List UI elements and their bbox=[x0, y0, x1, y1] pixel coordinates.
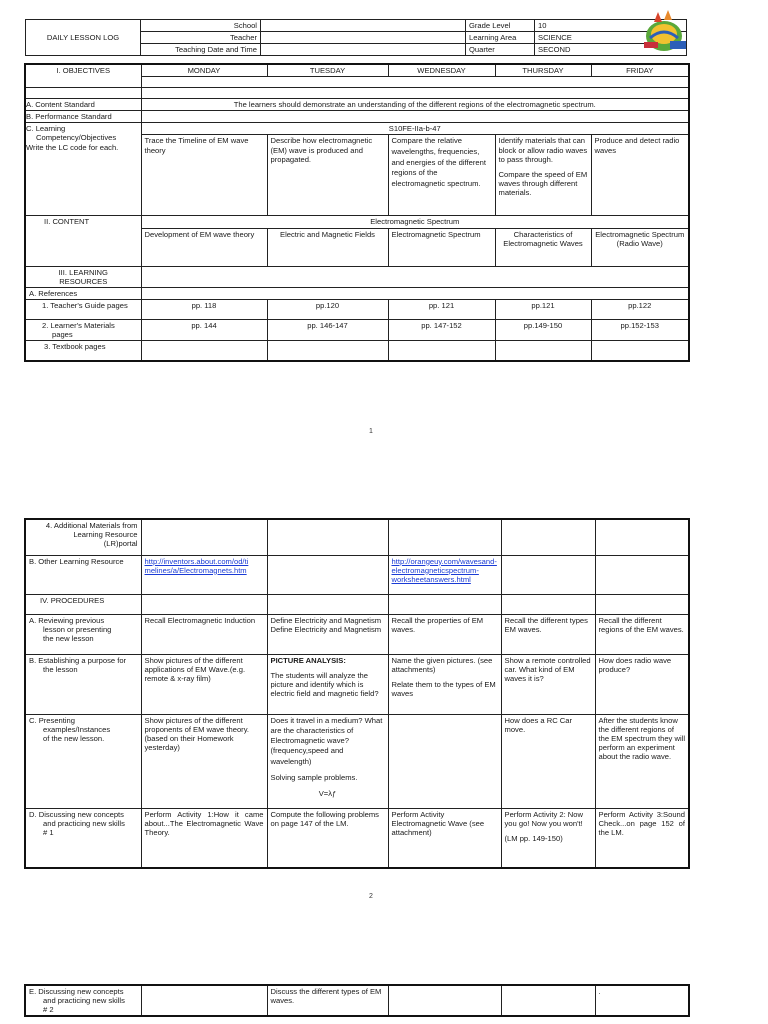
proc-d-wednesday: Perform Activity Electromagnetic Wave (see attachment) bbox=[388, 808, 501, 868]
proc-c-label-1: C. Presenting bbox=[29, 715, 76, 725]
lm-thursday: pp.149-150 bbox=[495, 319, 591, 340]
objective-friday: Produce and detect radio waves bbox=[591, 135, 689, 216]
proc-b-wednesday-2: Relate them to the types of EM waves bbox=[391, 679, 496, 698]
proc-b-wednesday-1: Name the given pictures. (see attachments) bbox=[391, 655, 493, 674]
procedures-blank-thu bbox=[501, 594, 595, 614]
objective-thursday: Identify materials that can block or allow radio waves to pass through. bbox=[498, 136, 588, 164]
header-table bbox=[25, 19, 687, 56]
additional-thursday bbox=[501, 519, 595, 555]
content-tuesday: Electric and Magnetic Fields bbox=[267, 228, 388, 266]
additional-tuesday bbox=[267, 519, 388, 555]
procedures-blank-fri bbox=[595, 594, 689, 614]
competency-label-1: C. Learning bbox=[26, 124, 66, 134]
tg-tuesday: pp.120 bbox=[267, 299, 388, 319]
page-number-1: 1 bbox=[369, 428, 373, 435]
proc-b-tuesday-body: The students will analyze the picture and identify which is electric field and magnetic field? bbox=[270, 670, 379, 698]
lesson-table-page2 bbox=[24, 518, 690, 869]
quarter-value: SECOND bbox=[535, 44, 687, 56]
resources-heading-2: RESOURCES bbox=[59, 276, 108, 286]
proc-a-label-2: lesson or presenting bbox=[43, 624, 112, 634]
proc-e-tuesday: Discuss the different types of EM waves. bbox=[267, 985, 388, 1016]
proc-b-label-2: the lesson bbox=[43, 664, 78, 674]
textbook-friday bbox=[591, 341, 689, 361]
other-tuesday bbox=[267, 555, 388, 594]
proc-a-label-3: the new lesson bbox=[43, 633, 94, 643]
textbook-wednesday bbox=[388, 341, 495, 361]
proc-d-thursday-1: Perform Activity 2: Now you go! Now you won't! bbox=[504, 809, 583, 828]
area-value: SCIENCE bbox=[535, 32, 687, 44]
objective-wednesday: Compare the relative wavelengths, frequencies, and energies of the different regions of the electromagnetic spectrum. bbox=[388, 135, 495, 216]
proc-c-friday: After the students know the different regions of the EM spectrum they will perform an experiment about the radio wave. bbox=[595, 714, 689, 808]
proc-d-thursday-2: (LM pp. 149-150) bbox=[504, 833, 563, 843]
day-wednesday: WEDNESDAY bbox=[388, 64, 495, 77]
blank-label bbox=[25, 88, 141, 99]
proc-e-wednesday bbox=[388, 985, 501, 1016]
proc-a-thursday: Recall the different types EM waves. bbox=[501, 614, 595, 654]
quarter-label: Quarter bbox=[466, 44, 535, 56]
date-value bbox=[261, 44, 466, 56]
lc-code: S10FE-IIa-b-47 bbox=[141, 123, 689, 135]
objectives-blank-row bbox=[141, 77, 689, 88]
content-topic: Electromagnetic Spectrum bbox=[141, 216, 689, 228]
objective-thursday-extra: Compare the speed of EM waves through different materials. bbox=[498, 169, 588, 197]
proc-a-tuesday: Define Electricity and Magnetism Define Electricity and Magnetism bbox=[267, 614, 388, 654]
proc-e-label-1: E. Discussing new concepts bbox=[29, 987, 124, 996]
proc-e-friday: . bbox=[595, 985, 689, 1016]
proc-b-monday: Show pictures of the different applications of EM Wave.(e.g. remote & x-ray film) bbox=[141, 654, 267, 714]
additional-label-1: 4. Additional Materials from bbox=[45, 521, 138, 530]
resources-blank bbox=[141, 266, 689, 287]
day-tuesday: TUESDAY bbox=[267, 64, 388, 77]
proc-c-tuesday-2: Solving sample problems. bbox=[270, 772, 358, 782]
content-standard-text: The learners should demonstrate an understanding of the different regions of the electromagnetic spectrum. bbox=[141, 99, 689, 111]
teacher-value bbox=[261, 32, 466, 44]
objective-monday: Trace the Timeline of EM wave theory bbox=[141, 135, 267, 216]
performance-standard-label: B. Performance Standard bbox=[25, 111, 141, 123]
proc-d-label-2: and practicing new skills bbox=[43, 818, 125, 828]
tg-thursday: pp.121 bbox=[495, 299, 591, 319]
proc-e-monday bbox=[141, 985, 267, 1016]
additional-label-3: (LR)portal bbox=[103, 539, 138, 549]
procedures-blank-tue bbox=[267, 594, 388, 614]
procedures-blank-wed bbox=[388, 594, 501, 614]
proc-d-tuesday: Compute the following problems on page 147 of the LM. bbox=[267, 808, 388, 868]
proc-e-thursday bbox=[501, 985, 595, 1016]
proc-b-thursday: Show a remote controlled car. What kind of EM waves it is? bbox=[501, 654, 595, 714]
competency-label-3: Write the LC code for each. bbox=[26, 142, 119, 152]
content-monday: Development of EM wave theory bbox=[141, 228, 267, 266]
proc-d-label-1: D. Discussing new concepts bbox=[29, 809, 124, 819]
textbook-tuesday bbox=[267, 341, 388, 361]
proc-c-tuesday-formula: V=λƒ bbox=[318, 789, 337, 798]
proc-d-friday: Perform Activity 3:Sound Check...on page 152 of the LM. bbox=[595, 808, 689, 868]
content-friday: Electromagnetic Spectrum (Radio Wave) bbox=[591, 228, 689, 266]
content-standard-label: A. Content Standard bbox=[25, 99, 141, 111]
proc-a-wednesday: Recall the properties of EM waves. bbox=[388, 614, 501, 654]
performance-standard-text bbox=[141, 111, 689, 123]
proc-b-label-1: B. Establishing a purpose for bbox=[29, 655, 127, 665]
school-label: School bbox=[141, 20, 261, 32]
additional-friday bbox=[595, 519, 689, 555]
school-value bbox=[261, 20, 466, 32]
other-resource-label: B. Other Learning Resource bbox=[25, 555, 141, 594]
references-label: A. References bbox=[25, 287, 141, 299]
other-friday bbox=[595, 555, 689, 594]
textbook-monday bbox=[141, 341, 267, 361]
other-resource-link-wednesday[interactable]: http://orangeuy.com/wavesand- bbox=[391, 556, 497, 566]
proc-d-monday: Perform Activity 1:How it came about...The Electromagnetic Wave Theory. bbox=[141, 808, 267, 868]
additional-label-2: Learning Resource bbox=[73, 530, 138, 540]
proc-e-label-2: and practicing new skills bbox=[43, 996, 125, 1006]
other-resource-link-wednesday-cont[interactable]: electromagneticspectrum- bbox=[391, 565, 479, 575]
proc-a-label-1: A. Reviewing previous bbox=[29, 615, 105, 625]
proc-b-tuesday-title: PICTURE ANALYSIS: bbox=[270, 655, 346, 665]
area-label: Learning Area bbox=[466, 32, 535, 44]
teacher-label: Teacher bbox=[141, 32, 261, 44]
proc-c-tuesday-1: Does it travel in a medium? What are the characteristics of Electromagnetic wave? (frequency,speed and wavelength) bbox=[270, 715, 383, 766]
proc-b-friday: How does radio wave produce? bbox=[595, 654, 689, 714]
lm-friday: pp.152-153 bbox=[591, 319, 689, 340]
competency-label-2: Competency/Objectives bbox=[36, 133, 117, 143]
tg-monday: pp. 118 bbox=[141, 299, 267, 319]
proc-c-wednesday bbox=[388, 714, 501, 808]
content-heading: II. CONTENT bbox=[25, 216, 141, 266]
proc-c-label-3: of the new lesson. bbox=[43, 733, 105, 743]
textbook-thursday bbox=[495, 341, 591, 361]
lesson-table-page1 bbox=[24, 63, 690, 362]
other-resource-link-wednesday-cont2[interactable]: worksheetanswers.html bbox=[391, 574, 471, 584]
additional-wednesday bbox=[388, 519, 501, 555]
additional-monday bbox=[141, 519, 267, 555]
blank-row bbox=[141, 88, 689, 99]
proc-e-label-3: # 2 bbox=[43, 1005, 54, 1015]
grade-label: Grade Level bbox=[466, 20, 535, 32]
proc-c-thursday: How does a RC Car move. bbox=[501, 714, 595, 808]
proc-a-friday: Recall the different regions of the EM waves. bbox=[595, 614, 689, 654]
header-title: DAILY LESSON LOG bbox=[26, 20, 141, 56]
school-logo-icon bbox=[640, 8, 688, 54]
tg-friday: pp.122 bbox=[591, 299, 689, 319]
procedures-heading: IV. PROCEDURES bbox=[25, 594, 141, 614]
lm-monday: pp. 144 bbox=[141, 319, 267, 340]
date-label: Teaching Date and Time bbox=[141, 44, 261, 56]
proc-c-label-2: examples/Instances bbox=[43, 724, 111, 734]
proc-d-label-3: # 1 bbox=[43, 827, 54, 837]
references-blank bbox=[141, 287, 689, 299]
proc-a-monday: Recall Electromagnetic Induction bbox=[141, 614, 267, 654]
day-monday: MONDAY bbox=[141, 64, 267, 77]
grade-value: 10 bbox=[535, 20, 687, 32]
objectives-heading-cell: I. OBJECTIVES bbox=[25, 64, 141, 88]
content-wednesday: Electromagnetic Spectrum bbox=[388, 228, 495, 266]
content-thursday: Characteristics of Electromagnetic Waves bbox=[495, 228, 591, 266]
textbook-label: 3. Textbook pages bbox=[25, 341, 141, 361]
tg-label: 1. Teacher's Guide pages bbox=[25, 299, 141, 319]
day-friday: FRIDAY bbox=[591, 64, 689, 77]
page-number-2: 2 bbox=[369, 893, 373, 900]
procedures-blank-mon bbox=[141, 594, 267, 614]
lm-tuesday: pp. 146-147 bbox=[267, 319, 388, 340]
other-thursday bbox=[501, 555, 595, 594]
other-resource-link-monday[interactable]: http://inventors.about.com/od/ti bbox=[144, 556, 249, 566]
proc-c-monday: Show pictures of the different proponents of EM wave theory. (based on their Homework yesterday) bbox=[141, 714, 267, 808]
day-thursday: THURSDAY bbox=[495, 64, 591, 77]
lesson-table-page3 bbox=[24, 984, 690, 1017]
objective-tuesday: Describe how electromagnetic (EM) wave is produced and propagated. bbox=[267, 135, 388, 216]
lm-wednesday: pp. 147-152 bbox=[388, 319, 495, 340]
lm-label-1: 2. Learner's Materials bbox=[42, 320, 115, 330]
lm-label-2: pages bbox=[52, 329, 73, 339]
tg-wednesday: pp. 121 bbox=[388, 299, 495, 319]
resources-heading-1: III. LEARNING bbox=[58, 267, 108, 277]
other-resource-link-monday-cont[interactable]: melines/a/Electromagnets.htm bbox=[144, 565, 247, 575]
